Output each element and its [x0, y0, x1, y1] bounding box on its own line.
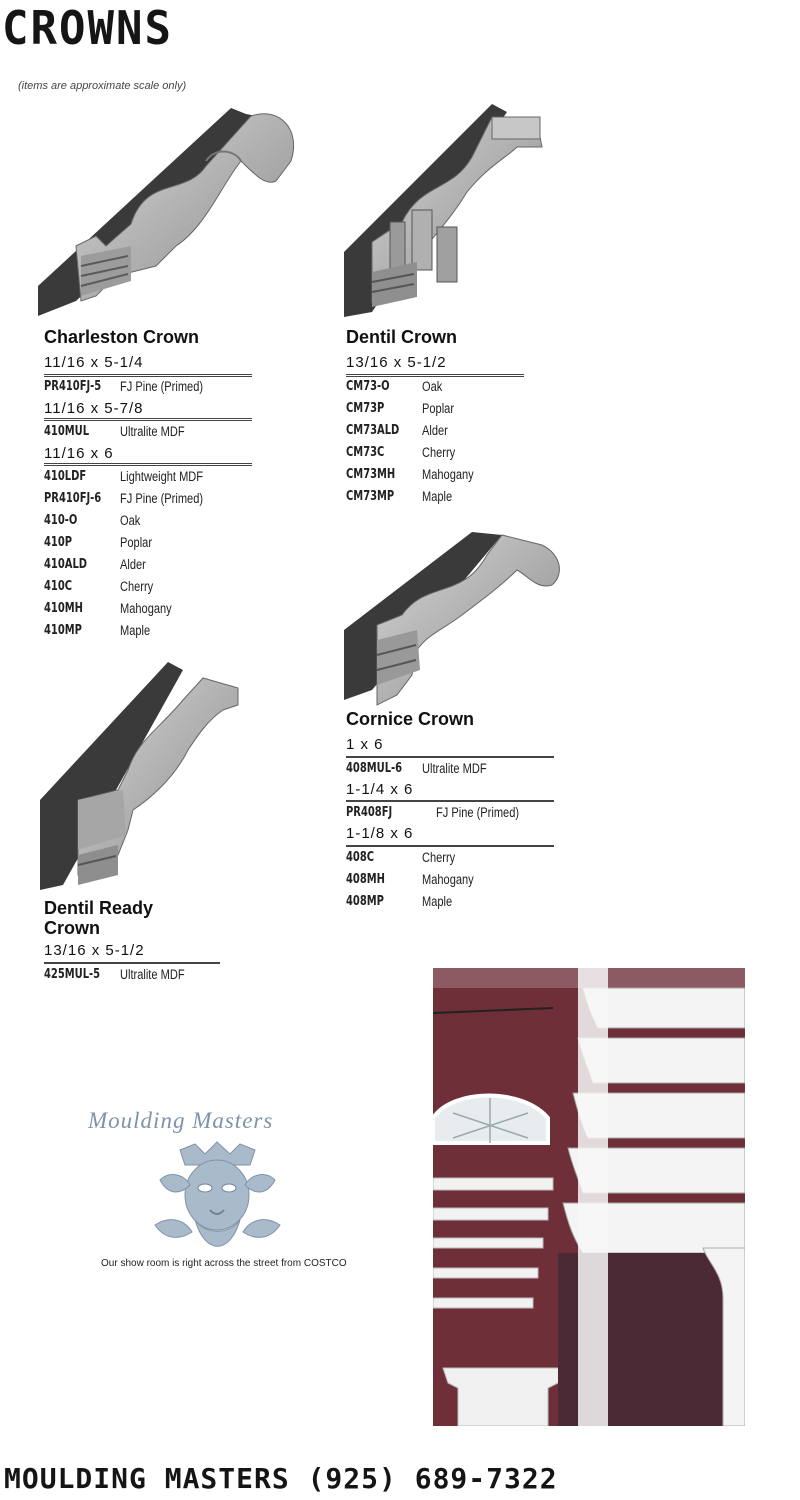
cornice-crown-title: Cornice Crown	[346, 709, 475, 729]
dentil-ready-crown-profile-image	[38, 660, 243, 900]
product-code: CM73P	[346, 401, 385, 416]
product-code: 410MH	[44, 601, 83, 616]
product-code: 410LDF	[44, 469, 87, 484]
product-material: Oak	[120, 513, 141, 528]
showroom-photo	[433, 968, 745, 1426]
green-man-logo-icon	[150, 1140, 285, 1260]
dentil-ready-crown-title-line2: Crown	[44, 918, 100, 938]
product-code: 408MP	[346, 894, 384, 909]
product-material: FJ Pine (Primed)	[120, 379, 204, 394]
divider	[44, 463, 252, 466]
product-material: Cherry	[422, 445, 456, 460]
product-material: Ultralite MDF	[422, 761, 487, 776]
product-code: CM73ALD	[346, 423, 400, 438]
product-code: 410MUL	[44, 424, 90, 439]
charleston-size-3: 11/16 x 6	[44, 445, 114, 462]
product-material: Maple	[120, 623, 151, 638]
charleston-crown-profile-image	[36, 106, 301, 326]
divider	[346, 756, 554, 758]
divider	[346, 800, 554, 802]
product-code: 410P	[44, 535, 73, 550]
dentil-ready-size-1: 13/16 x 5-1/2	[44, 942, 145, 959]
product-material: Alder	[120, 557, 146, 572]
product-material: Poplar	[120, 535, 153, 550]
product-code: 408MUL-6	[346, 761, 403, 776]
divider	[346, 374, 524, 377]
product-code: 408C	[346, 850, 375, 865]
product-material: Ultralite MDF	[120, 967, 185, 982]
product-code: CM73MH	[346, 467, 396, 482]
logo-script-text: Moulding Masters	[88, 1108, 274, 1133]
product-code: 410ALD	[44, 557, 88, 572]
product-material: Maple	[422, 489, 453, 504]
product-material: Alder	[422, 423, 448, 438]
charleston-crown-title: Charleston Crown	[44, 327, 200, 347]
product-material: Mahogany	[120, 601, 172, 616]
cornice-size-3: 1-1/8 x 6	[346, 825, 414, 842]
divider	[44, 374, 252, 377]
product-material: Lightweight MDF	[120, 469, 204, 484]
product-material: Ultralite MDF	[120, 424, 185, 439]
dentil-ready-crown-title-line1: Dentil Ready	[44, 898, 154, 918]
dentil-crown-title: Dentil Crown	[346, 327, 457, 347]
product-material: Maple	[422, 894, 453, 909]
product-code: 410MP	[44, 623, 82, 638]
product-code: CM73MP	[346, 489, 395, 504]
product-code: PR408FJ	[346, 805, 393, 820]
product-code: 408MH	[346, 872, 385, 887]
product-material: Mahogany	[422, 467, 474, 482]
product-material: FJ Pine (Primed)	[436, 805, 520, 820]
showroom-note: Our show room is right across the street from COSTCO	[101, 1258, 347, 1269]
dentil-crown-profile-image	[342, 102, 552, 322]
divider	[44, 962, 220, 964]
page-title: CROWNS	[2, 2, 173, 56]
product-code: CM73-O	[346, 379, 390, 394]
product-material: Poplar	[422, 401, 455, 416]
product-material: Cherry	[422, 850, 456, 865]
cornice-crown-profile-image	[342, 530, 564, 710]
product-material: Mahogany	[422, 872, 474, 887]
charleston-size-2: 11/16 x 5-7/8	[44, 400, 144, 417]
cornice-size-1: 1 x 6	[346, 736, 384, 753]
product-code: PR410FJ-5	[44, 379, 102, 394]
cornice-size-2: 1-1/4 x 6	[346, 781, 414, 798]
footer-contact: MOULDING MASTERS (925) 689-7322	[4, 1462, 558, 1495]
product-code: CM73C	[346, 445, 385, 460]
product-material: FJ Pine (Primed)	[120, 491, 204, 506]
charleston-size-1: 11/16 x 5-1/4	[44, 354, 144, 371]
product-code: 410-O	[44, 513, 78, 528]
dentil-size-1: 13/16 x 5-1/2	[346, 354, 447, 371]
product-material: Oak	[422, 379, 443, 394]
product-code: 410C	[44, 579, 73, 594]
product-code: PR410FJ-6	[44, 491, 102, 506]
scale-note: (items are approximate scale only)	[18, 80, 187, 92]
product-material: Cherry	[120, 579, 154, 594]
divider	[346, 845, 554, 847]
product-code: 425MUL-5	[44, 967, 101, 982]
divider	[44, 418, 252, 421]
